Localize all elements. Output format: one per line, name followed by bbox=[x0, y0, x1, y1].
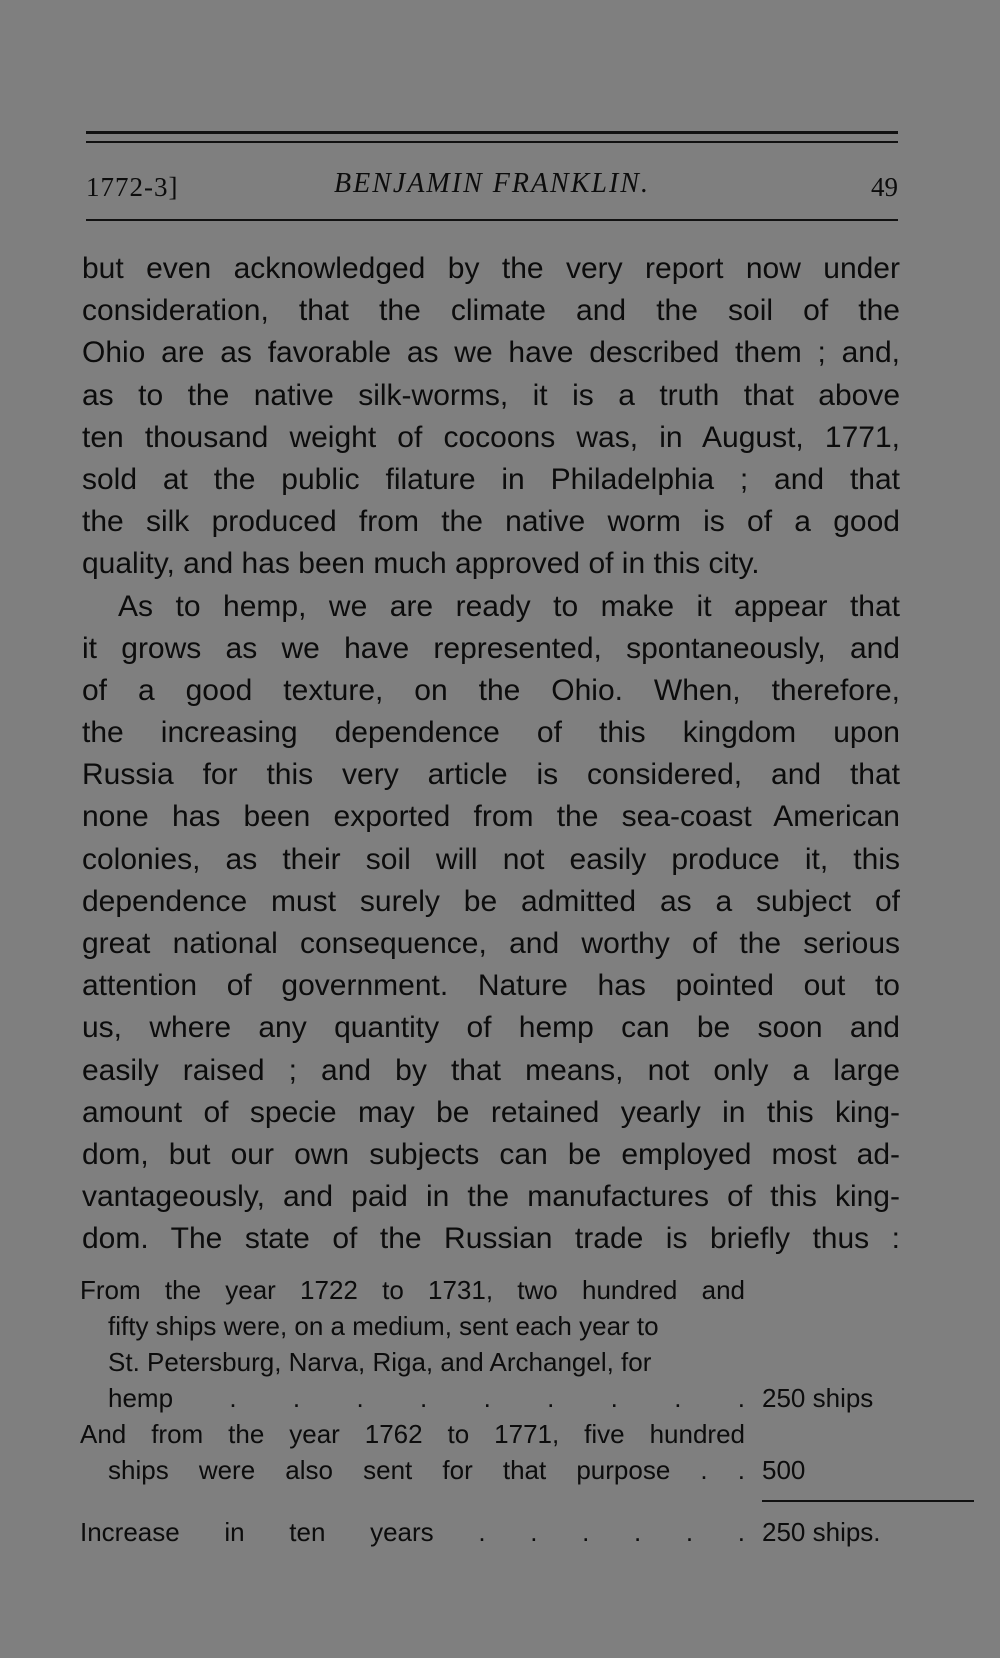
text-line: amount of specie may be retained yearly in this king- bbox=[82, 1095, 900, 1129]
text-line: vantageously, and paid in the manufactures of this king- bbox=[82, 1180, 900, 1214]
paragraph-1 bbox=[82, 248, 900, 586]
text-line: dom, but our own subjects can be employed most ad- bbox=[82, 1137, 900, 1171]
table-cell-description: St. Petersburg, Narva, Riga, and Archangel, for bbox=[108, 1347, 652, 1377]
text-line: ten thousand weight of cocoons was, in August, 1771, bbox=[82, 420, 900, 454]
sum-rule-row bbox=[80, 1488, 900, 1514]
text-line: but even acknowledged by the very report now under bbox=[82, 252, 900, 285]
table-cell-description: fifty ships were, on a medium, sent each year to bbox=[108, 1311, 659, 1341]
text-line: great national consequence, and worthy of the serious bbox=[82, 927, 900, 960]
text-line: As to hemp, we are ready to make it appear that bbox=[118, 589, 900, 623]
table-cell-value: 500 bbox=[762, 1455, 806, 1485]
table-row bbox=[80, 1452, 900, 1488]
text-line: the increasing dependence of this kingdom upon bbox=[82, 716, 900, 750]
text-line: us, where any quantity of hemp can be soon and bbox=[82, 1011, 900, 1045]
table-cell-description: From the year 1722 to 1731, two hundred and bbox=[80, 1275, 745, 1305]
page-number: 49 bbox=[871, 172, 898, 202]
text-line: of a good texture, on the Ohio. When, therefore, bbox=[82, 673, 900, 707]
table-row bbox=[80, 1308, 900, 1344]
header-title: BENJAMIN FRANKLIN. bbox=[334, 168, 650, 199]
table-row bbox=[80, 1272, 900, 1308]
table-cell-description: And from the year 1762 to 1771, five hundred bbox=[80, 1419, 745, 1449]
body-text bbox=[82, 248, 900, 1261]
text-line: Ohio are as favorable as we have described them ; and, bbox=[82, 336, 900, 370]
paragraph-2 bbox=[82, 586, 900, 1261]
text-line: none has been exported from the sea-coast American bbox=[82, 800, 900, 834]
text-line: dom. The state of the Russian trade is briefly thus : bbox=[82, 1222, 900, 1256]
text-line: consideration, that the climate and the soil of the bbox=[82, 294, 900, 328]
table-cell-value: 250 ships bbox=[762, 1383, 874, 1413]
sum-rule bbox=[762, 1500, 974, 1502]
header-rule-top bbox=[86, 131, 898, 134]
header-rule-top-thin bbox=[86, 141, 898, 143]
text-line: easily raised ; and by that means, not only a large bbox=[82, 1053, 900, 1087]
text-line: sold at the public filature in Philadelphia ; and that bbox=[82, 462, 900, 496]
text-line: as to the native silk-worms, it is a truth that above bbox=[82, 378, 900, 412]
table-row bbox=[80, 1416, 900, 1452]
text-line: dependence must surely be admitted as a subject of bbox=[82, 884, 900, 918]
table-cell-description: hemp . . . . . . . . . bbox=[108, 1383, 745, 1413]
text-line: it grows as we have represented, spontaneously, and bbox=[82, 631, 900, 665]
table-row-total bbox=[80, 1514, 900, 1550]
table-row bbox=[80, 1344, 900, 1380]
text-line: the silk produced from the native worm is of a good bbox=[82, 505, 900, 539]
header-years: 1772-3] bbox=[86, 172, 179, 202]
table-cell-description: ships were also sent for that purpose . . bbox=[108, 1455, 745, 1485]
text-line: quality, and has been much approved of in this city. bbox=[82, 547, 760, 581]
text-line: attention of government. Nature has pointed out to bbox=[82, 969, 900, 1003]
text-line: colonies, as their soil will not easily produce it, this bbox=[82, 842, 900, 876]
running-header bbox=[86, 168, 898, 208]
trade-table bbox=[80, 1272, 900, 1550]
table-cell-total-label: Increase in ten years . . . . . . bbox=[80, 1517, 745, 1547]
header-rule-bottom bbox=[86, 219, 898, 221]
table-cell-total-value: 250 ships. bbox=[762, 1517, 881, 1547]
table-row bbox=[80, 1380, 900, 1416]
text-line: Russia for this very article is considered, and that bbox=[82, 758, 900, 792]
